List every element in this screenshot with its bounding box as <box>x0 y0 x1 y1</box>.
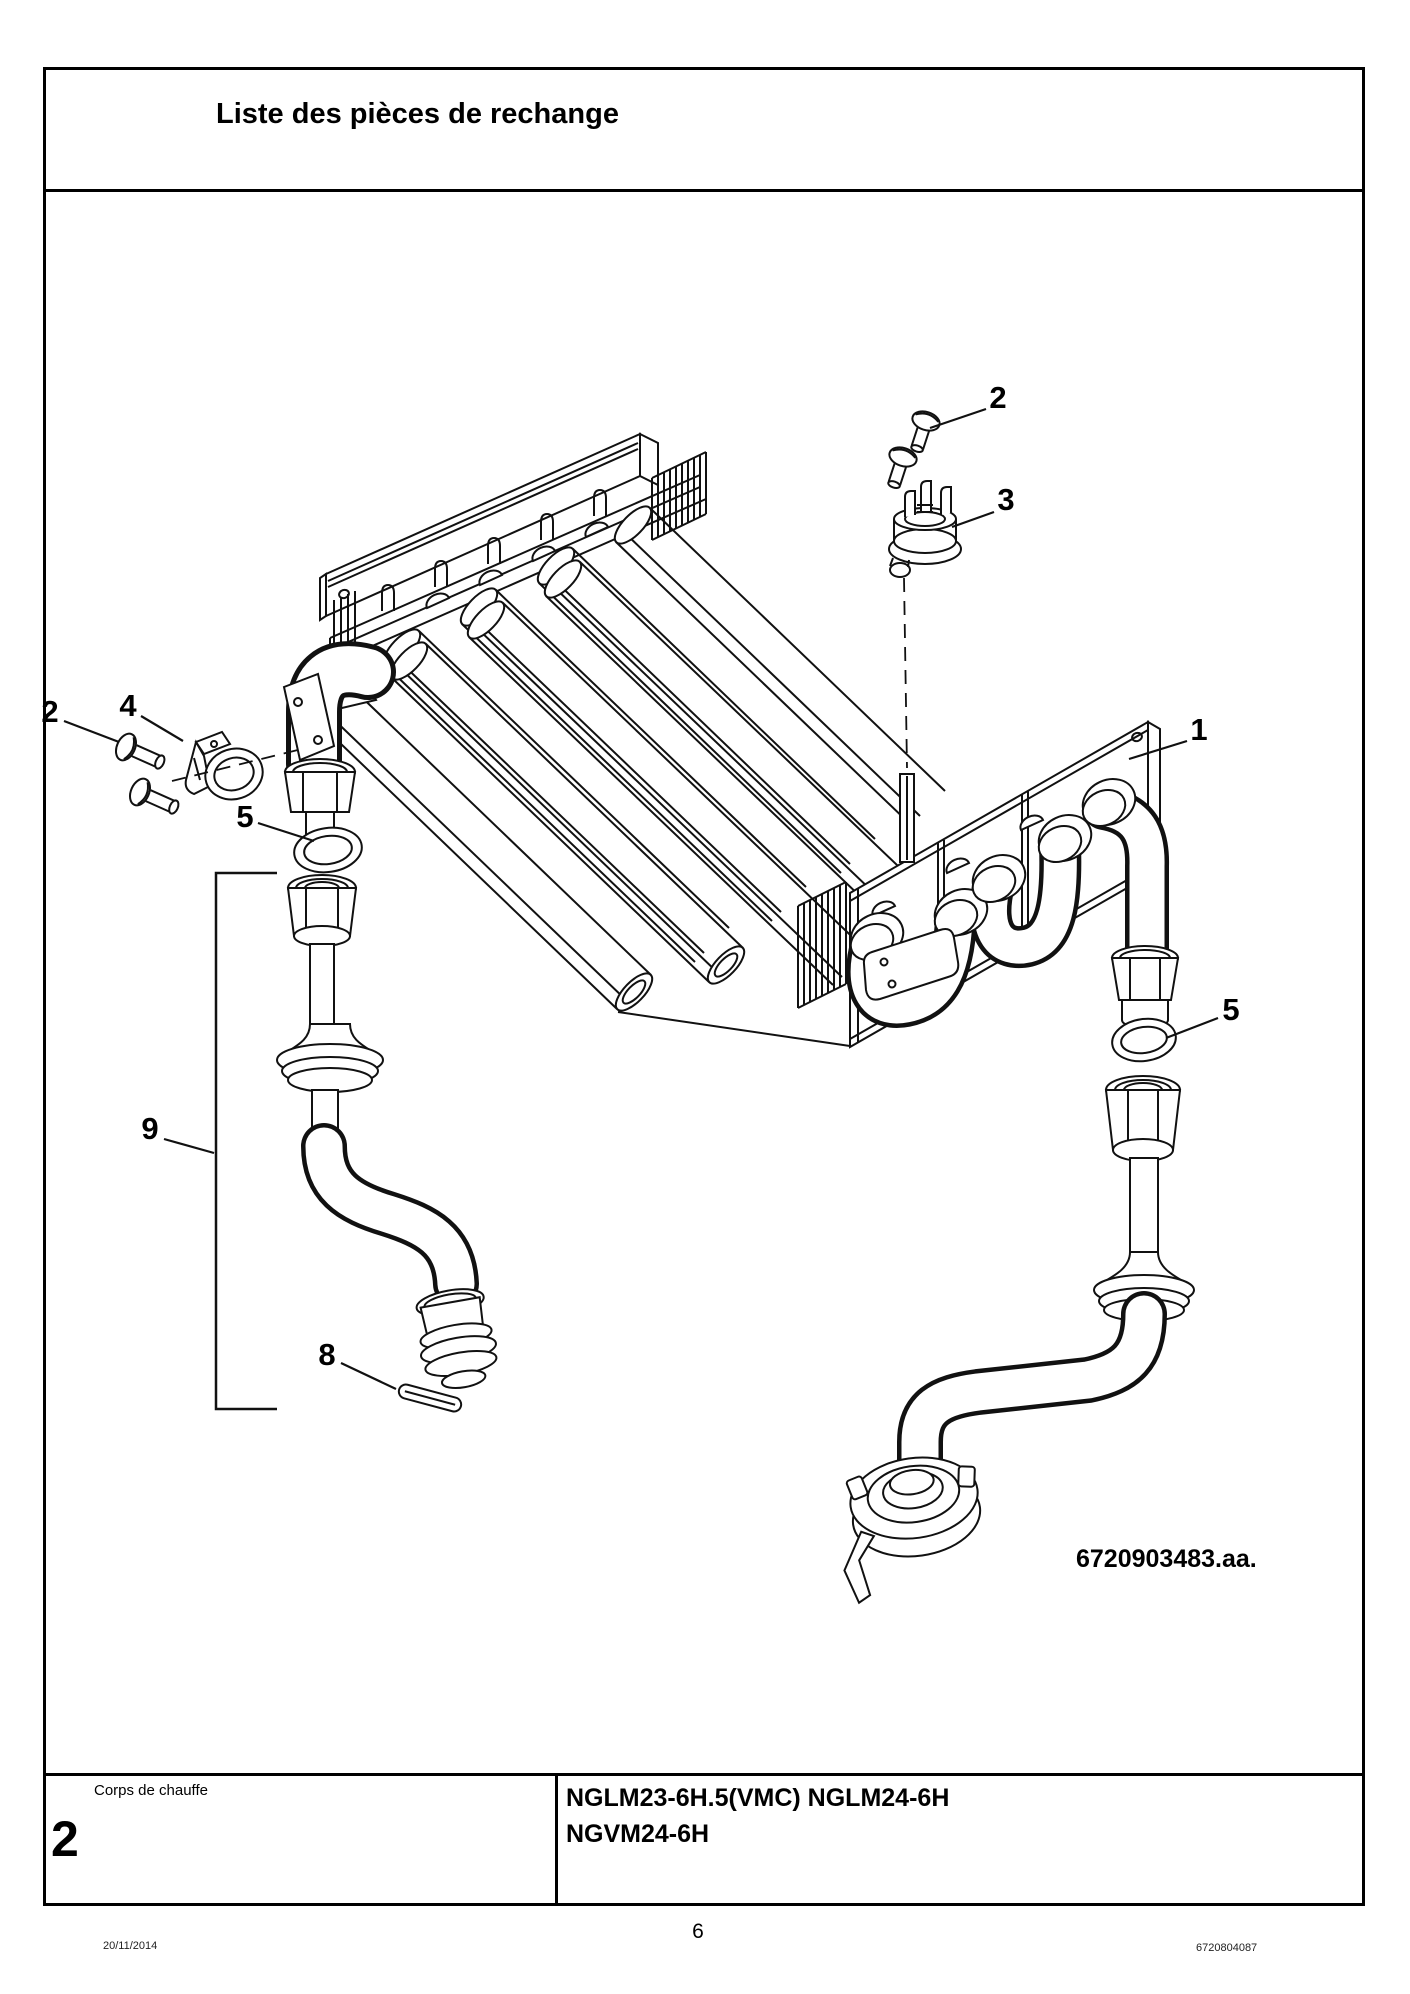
screw <box>880 444 919 492</box>
group-bracket-9 <box>216 873 277 1409</box>
models-line-2: NGVM24-6H <box>566 1820 710 1849</box>
part-3-sensor <box>889 481 961 577</box>
section-number: 2 <box>51 1811 79 1867</box>
section-title: Corps de chauffe <box>94 1782 208 1799</box>
footer-doc-number: 6720804087 <box>1196 1942 1258 1954</box>
union-nut <box>1112 946 1178 1028</box>
callout-8: 8 <box>318 1337 336 1372</box>
union-nut <box>285 759 355 840</box>
callout-9: 9 <box>141 1111 159 1146</box>
return-pipe-right <box>830 946 1194 1604</box>
callout-5-right: 5 <box>1222 992 1240 1027</box>
callout-3: 3 <box>997 482 1015 517</box>
callout-5-left: 5 <box>236 799 254 834</box>
union-nut <box>288 875 356 946</box>
screw <box>126 776 183 822</box>
callout-4: 4 <box>119 688 137 723</box>
callout-2-left: 2 <box>41 694 59 729</box>
page-title: Liste des pièces de rechange <box>216 98 619 130</box>
fin-stack-front <box>798 882 846 1008</box>
footer-page-number: 6 <box>692 1920 704 1943</box>
figure-reference-number: 6720903483.aa. <box>1076 1545 1257 1573</box>
screw <box>112 731 169 777</box>
o-ring <box>291 823 364 876</box>
part-4-clamp-thermostat <box>186 732 270 807</box>
return-pipe-left <box>277 875 502 1413</box>
threaded-fitting <box>411 1284 503 1394</box>
footer-date: 20/11/2014 <box>103 1940 158 1952</box>
clamp-fitting <box>830 1449 991 1604</box>
bell-flange <box>277 1024 383 1092</box>
large-nut <box>1106 1076 1180 1161</box>
callout-2-top-right: 2 <box>989 380 1007 415</box>
callout-1: 1 <box>1190 712 1208 747</box>
models-line-1: NGLM23-6H.5(VMC) NGLM24-6H <box>566 1784 950 1812</box>
assembly-line-part3 <box>904 578 907 768</box>
